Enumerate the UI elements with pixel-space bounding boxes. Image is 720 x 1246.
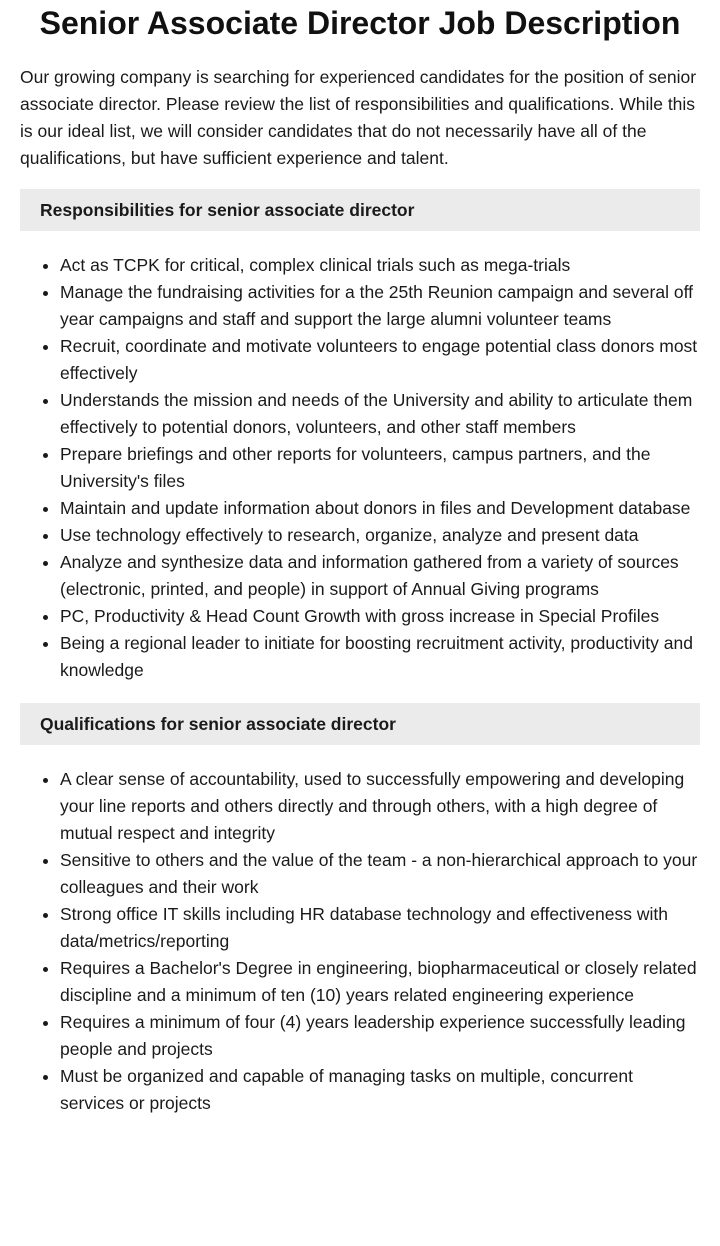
list-item: • Being a regional leader to initiate for boosting recruitment activity, productivity and knowledge [60, 630, 700, 684]
qualifications-heading: Qualifications for senior associate director [20, 703, 700, 745]
responsibilities-heading: Responsibilities for senior associate director [20, 189, 700, 231]
list-item: • Sensitive to others and the value of the team - a non-hierarchical approach to your colleagues and their work [60, 847, 700, 901]
list-item: • PC, Productivity & Head Count Growth with gross increase in Special Profiles [60, 603, 700, 630]
list-item: • Use technology effectively to research, organize, analyze and present data [60, 522, 700, 549]
list-item: • Requires a minimum of four (4) years leadership experience successfully leading people and projects [60, 1009, 700, 1063]
list-item: • Strong office IT skills including HR database technology and effectiveness with data/metrics/reporting [60, 901, 700, 955]
list-item: • Recruit, coordinate and motivate volunteers to engage potential class donors most effectively [60, 333, 700, 387]
list-item: • Maintain and update information about donors in files and Development database [60, 495, 700, 522]
page-title: Senior Associate Director Job Description [39, 5, 681, 41]
intro-paragraph: Our growing company is searching for experienced candidates for the position of senior associate director. Please review the list of responsibilities and qualifications. While this is our ideal list, we will consider candidates that do not necessarily have all of the qualifications, but have sufficient experience and talent. [20, 67, 697, 168]
list-item: • Requires a Bachelor's Degree in engineering, biopharmaceutical or closely related discipline and a minimum of ten (10) years related engineering experience [60, 955, 700, 1009]
list-item: • Analyze and synthesize data and information gathered from a variety of sources (electronic, printed, and people) in support of Annual Giving programs [60, 549, 700, 603]
list-item: • Act as TCPK for critical, complex clinical trials such as mega-trials [60, 252, 700, 279]
qualifications-list [20, 766, 700, 1117]
list-item: • Understands the mission and needs of the University and ability to articulate them effectively to potential donors, volunteers, and other staff members [60, 387, 700, 441]
list-item: • A clear sense of accountability, used to successfully empowering and developing your line reports and others directly and through others, with a high degree of mutual respect and integrity [60, 766, 700, 847]
list-item: • Manage the fundraising activities for a the 25th Reunion campaign and several off year campaigns and staff and support the large alumni volunteer teams [60, 279, 700, 333]
responsibilities-list [20, 252, 700, 684]
list-item: • Must be organized and capable of managing tasks on multiple, concurrent services or projects [60, 1063, 700, 1117]
list-item: • Prepare briefings and other reports for volunteers, campus partners, and the University's files [60, 441, 700, 495]
